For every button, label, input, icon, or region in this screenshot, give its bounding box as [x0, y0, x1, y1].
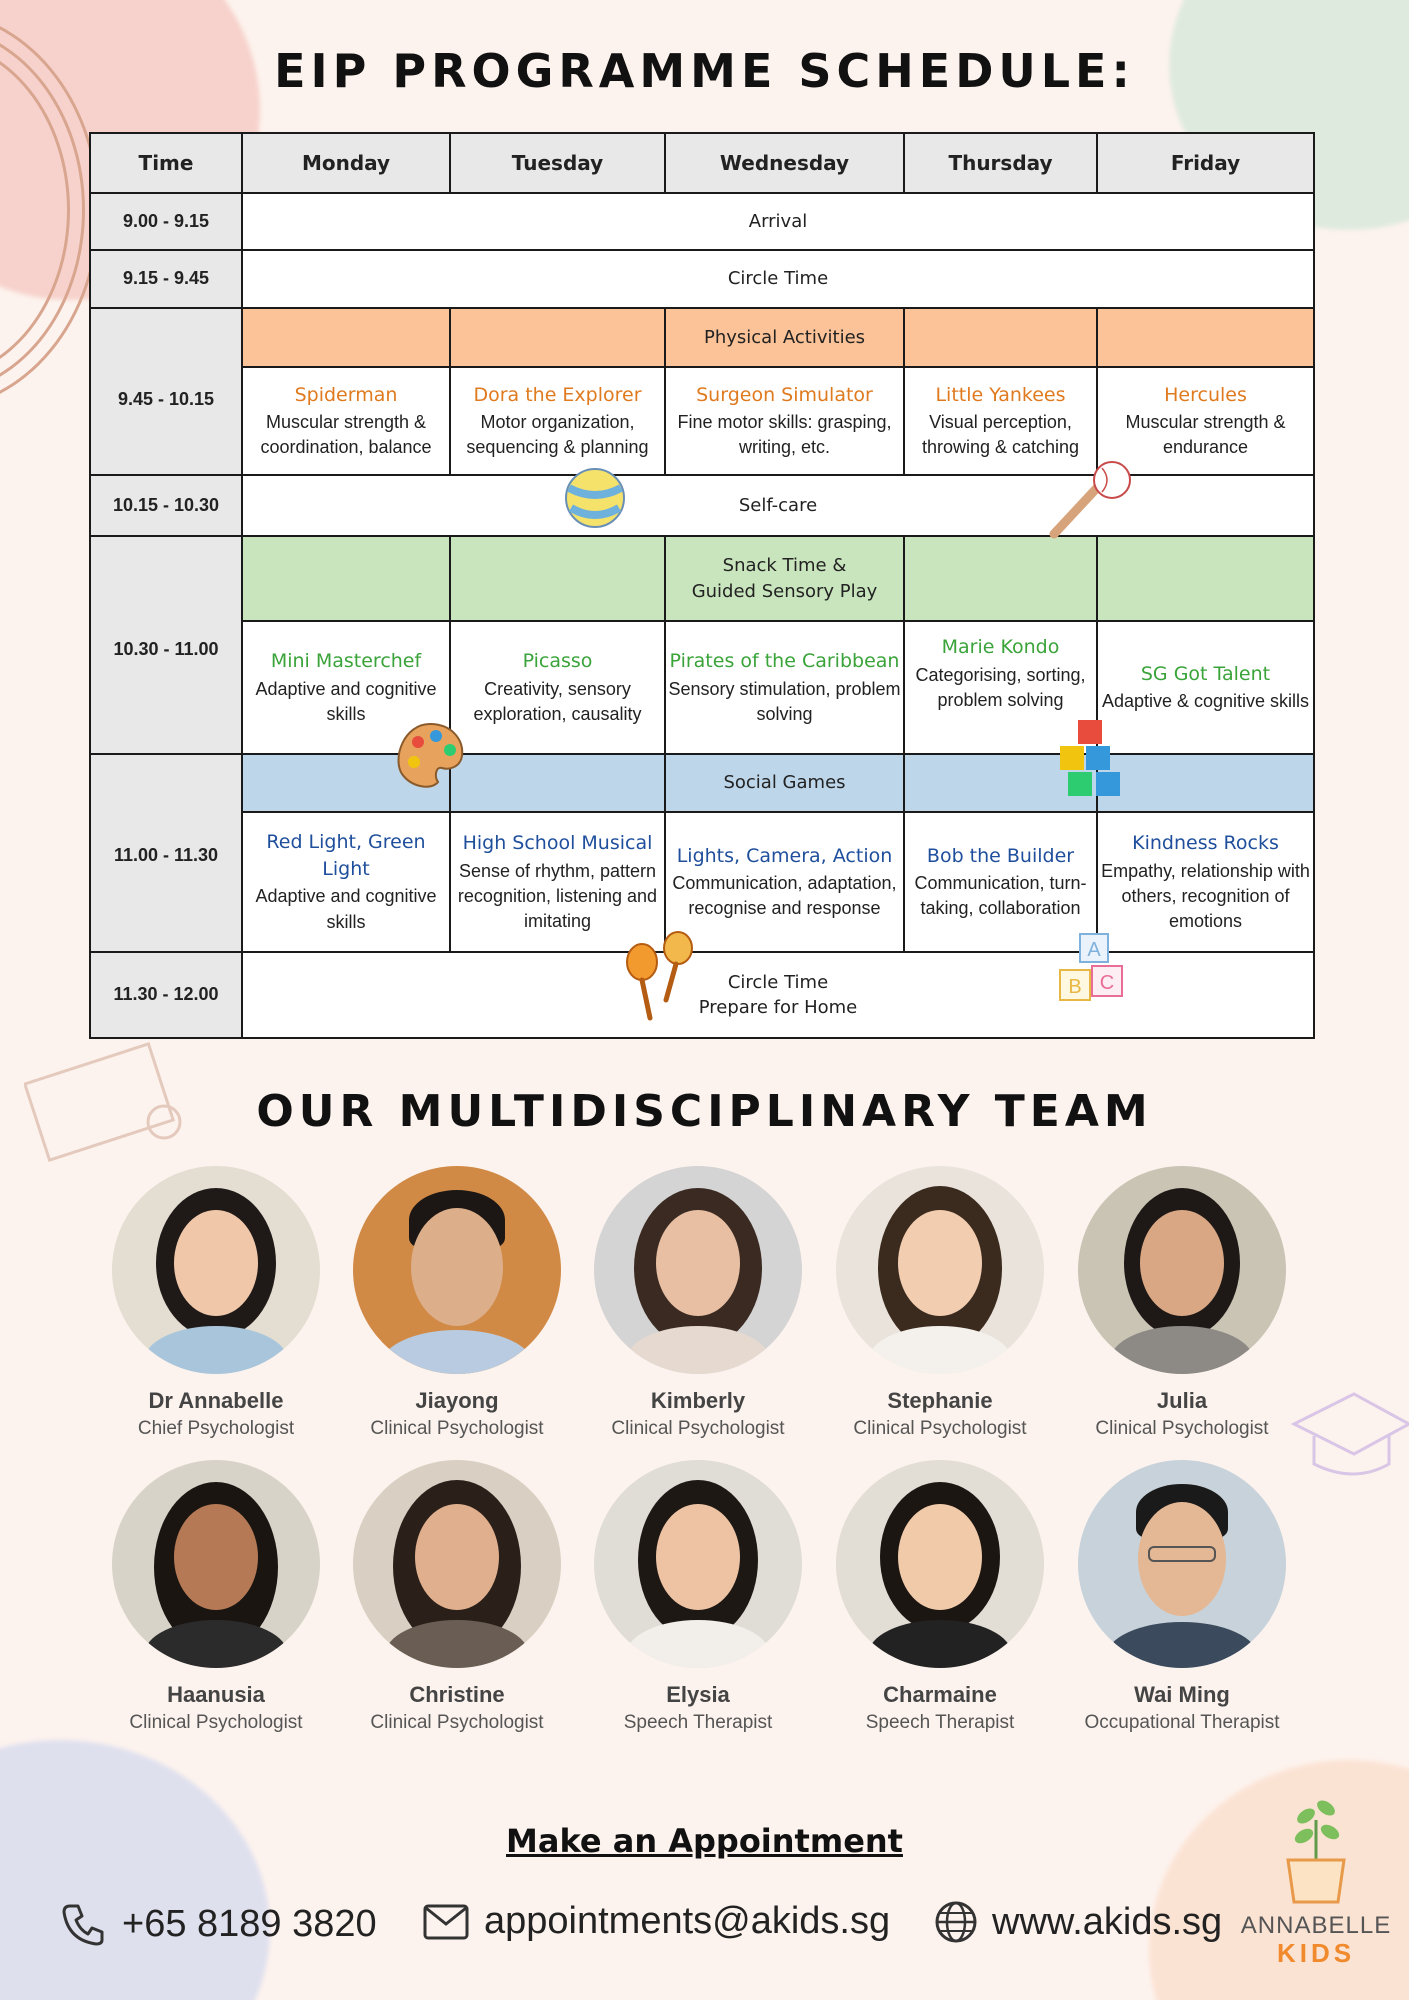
member-name: Wai Ming [1134, 1682, 1230, 1707]
activity-name: Pirates of the Caribbean [669, 650, 900, 673]
team-member [106, 1460, 326, 1734]
avatar [836, 1166, 1044, 1374]
member-role: Clinical Psychologist [853, 1418, 1027, 1439]
activity-desc: Fine motor skills: grasping, writing, etc. [677, 412, 892, 458]
globe-icon [934, 1900, 978, 1944]
website-contact[interactable] [934, 1900, 1222, 1944]
activity-name: Picasso [522, 650, 593, 673]
physical-activities-band: Physical Activities [665, 308, 904, 367]
circle-time-line1: Circle Time [727, 971, 829, 993]
member-name: Christine [409, 1682, 505, 1707]
member-role: Speech Therapist [623, 1712, 773, 1733]
snack-band-line2: Guided Sensory Play [691, 580, 878, 602]
team-member [347, 1166, 567, 1440]
member-name: Charmaine [883, 1682, 997, 1707]
activity-desc: Sensory stimulation, problem solving [668, 678, 901, 724]
activity-cell [665, 367, 904, 475]
snack-band-line1: Snack Time & [722, 555, 847, 577]
activity-desc: Communication, turn-taking, collaboration [914, 873, 1087, 919]
plant-pot-logo-icon [1278, 1790, 1354, 1910]
member-name: Elysia [666, 1682, 730, 1707]
circle-time-cell: Circle Time [242, 250, 1314, 308]
activity-cell [242, 367, 450, 475]
activity-desc: Communication, adaptation, recognise and response [672, 873, 897, 919]
activity-name: Spiderman [294, 383, 398, 406]
circle-time-line2: Prepare for Home [698, 997, 858, 1018]
svg-text:A: A [1087, 939, 1101, 961]
member-role: Clinical Psychologist [370, 1712, 544, 1733]
time-cell: 9.00 - 9.15 [90, 193, 242, 250]
self-care-cell: Self-care [242, 475, 1314, 536]
activity-name: Hercules [1164, 383, 1247, 406]
member-role: Clinical Psychologist [129, 1712, 303, 1733]
header-time: Time [90, 133, 242, 193]
phone-contact[interactable] [60, 1900, 377, 1948]
table-row [90, 193, 1314, 250]
member-role: Clinical Psychologist [370, 1418, 544, 1439]
activity-name: SG Got Talent [1140, 662, 1271, 685]
time-cell: 11.00 - 11.30 [90, 754, 242, 952]
member-name: Kimberly [650, 1388, 746, 1413]
activity-desc: Categorising, sorting, problem solving [915, 664, 1086, 710]
paint-palette-icon [392, 718, 468, 794]
activity-name: High School Musical [462, 831, 653, 854]
social-games-band: Social Games [665, 754, 904, 812]
activity-desc: Adaptive & cognitive skills [1101, 691, 1310, 712]
activity-name: Kindness Rocks [1132, 831, 1279, 854]
activity-desc: Adaptive and cognitive skills [255, 886, 437, 932]
table-row [90, 308, 1314, 367]
time-cell: 10.30 - 11.00 [90, 536, 242, 754]
member-role: Chief Psychologist [137, 1418, 295, 1439]
member-role: Clinical Psychologist [1095, 1418, 1269, 1439]
activity-desc: Visual perception, throwing & catching [921, 412, 1080, 458]
member-name: Stephanie [887, 1388, 993, 1413]
avatar [1078, 1460, 1286, 1668]
activity-name: Marie Kondo [941, 636, 1060, 658]
time-cell: 9.45 - 10.15 [90, 308, 242, 475]
activity-cell [665, 812, 904, 952]
make-appointment-heading: Make an Appointment [506, 1822, 903, 1860]
brand-sub: KIDS [1276, 1938, 1356, 1968]
team-title: OUR MULTIDISCIPLINARY TEAM [256, 1086, 1153, 1137]
activity-cell [665, 621, 904, 754]
activity-desc: Sense of rhythm, pattern recognition, listening and imitating [457, 860, 658, 931]
activity-name: Mini Masterchef [270, 650, 422, 673]
team-member [588, 1166, 808, 1440]
website-url[interactable]: www.akids.sg [992, 1900, 1223, 1943]
team-member [588, 1460, 808, 1734]
puzzle-icon [1058, 716, 1136, 800]
baseball-bat-icon [1046, 446, 1141, 541]
schedule-title: EIP PROGRAMME SCHEDULE: [274, 44, 1135, 98]
activity-cell [450, 367, 665, 475]
email-contact[interactable] [422, 1900, 890, 1943]
arrival-cell: Arrival [242, 193, 1314, 250]
header-tuesday: Tuesday [450, 133, 665, 193]
activity-name: Lights, Camera, Action [676, 844, 893, 867]
activity-desc: Muscular strength & endurance [1125, 412, 1286, 458]
maracas-icon [620, 930, 700, 1022]
activity-desc: Creativity, sensory exploration, causality [473, 678, 642, 724]
header-thursday: Thursday [904, 133, 1097, 193]
activity-desc: Empathy, relationship with others, recognition of emotions [1101, 860, 1310, 931]
team-member [1072, 1460, 1292, 1734]
member-name: Julia [1156, 1388, 1208, 1413]
avatar [594, 1460, 802, 1668]
time-cell: 9.15 - 9.45 [90, 250, 242, 308]
graduation-cap-icon [1284, 1384, 1409, 1494]
svg-text:B: B [1068, 976, 1082, 998]
avatar [112, 1166, 320, 1374]
avatar [594, 1166, 802, 1374]
abc-blocks-icon [1054, 930, 1134, 1012]
phone-number[interactable]: +65 8189 3820 [122, 1902, 377, 1945]
brand-logo [1232, 1912, 1400, 1969]
team-member [830, 1166, 1050, 1440]
table-row [90, 250, 1314, 308]
avatar [353, 1166, 561, 1374]
activity-name: Little Yankees [935, 383, 1066, 406]
activity-desc: Motor organization, sequencing & planning [466, 412, 649, 458]
activity-cell [450, 621, 665, 754]
circle-time-home-cell [242, 952, 1314, 1038]
activity-desc: Muscular strength & coordination, balance [260, 412, 432, 458]
activity-cell [242, 812, 450, 952]
member-name: Jiayong [415, 1388, 499, 1413]
avatar [836, 1460, 1044, 1668]
certificate-icon [24, 1042, 194, 1162]
avatar [353, 1460, 561, 1668]
time-cell: 11.30 - 12.00 [90, 952, 242, 1038]
member-role: Occupational Therapist [1084, 1712, 1280, 1733]
time-cell: 10.15 - 10.30 [90, 475, 242, 536]
team-member [347, 1460, 567, 1734]
team-member [106, 1166, 326, 1440]
member-name: Haanusia [167, 1682, 265, 1707]
member-name: Dr Annabelle [148, 1388, 284, 1413]
snack-time-band [665, 536, 904, 621]
phone-icon [60, 1900, 108, 1948]
activity-name: Red Light, Green Light [266, 831, 426, 880]
ball-icon [563, 466, 627, 530]
email-address[interactable]: appointments@akids.sg [484, 1900, 891, 1942]
member-role: Speech Therapist [865, 1712, 1015, 1733]
mail-icon [422, 1902, 470, 1942]
team-member [1072, 1166, 1292, 1440]
schedule-table [89, 132, 1315, 1039]
brand-name: ANNABELLE [1240, 1912, 1392, 1939]
table-header-row [90, 133, 1314, 193]
activity-name: Surgeon Simulator [696, 383, 873, 406]
svg-text:C: C [1099, 972, 1115, 994]
activity-name: Dora the Explorer [473, 383, 642, 406]
avatar [1078, 1166, 1286, 1374]
header-friday: Friday [1097, 133, 1314, 193]
member-role: Clinical Psychologist [611, 1418, 785, 1439]
header-wednesday: Wednesday [665, 133, 904, 193]
header-monday: Monday [242, 133, 450, 193]
team-member [830, 1460, 1050, 1734]
table-row [90, 536, 1314, 621]
activity-name: Bob the Builder [926, 844, 1075, 867]
avatar [112, 1460, 320, 1668]
activity-desc: Adaptive and cognitive skills [255, 678, 437, 724]
